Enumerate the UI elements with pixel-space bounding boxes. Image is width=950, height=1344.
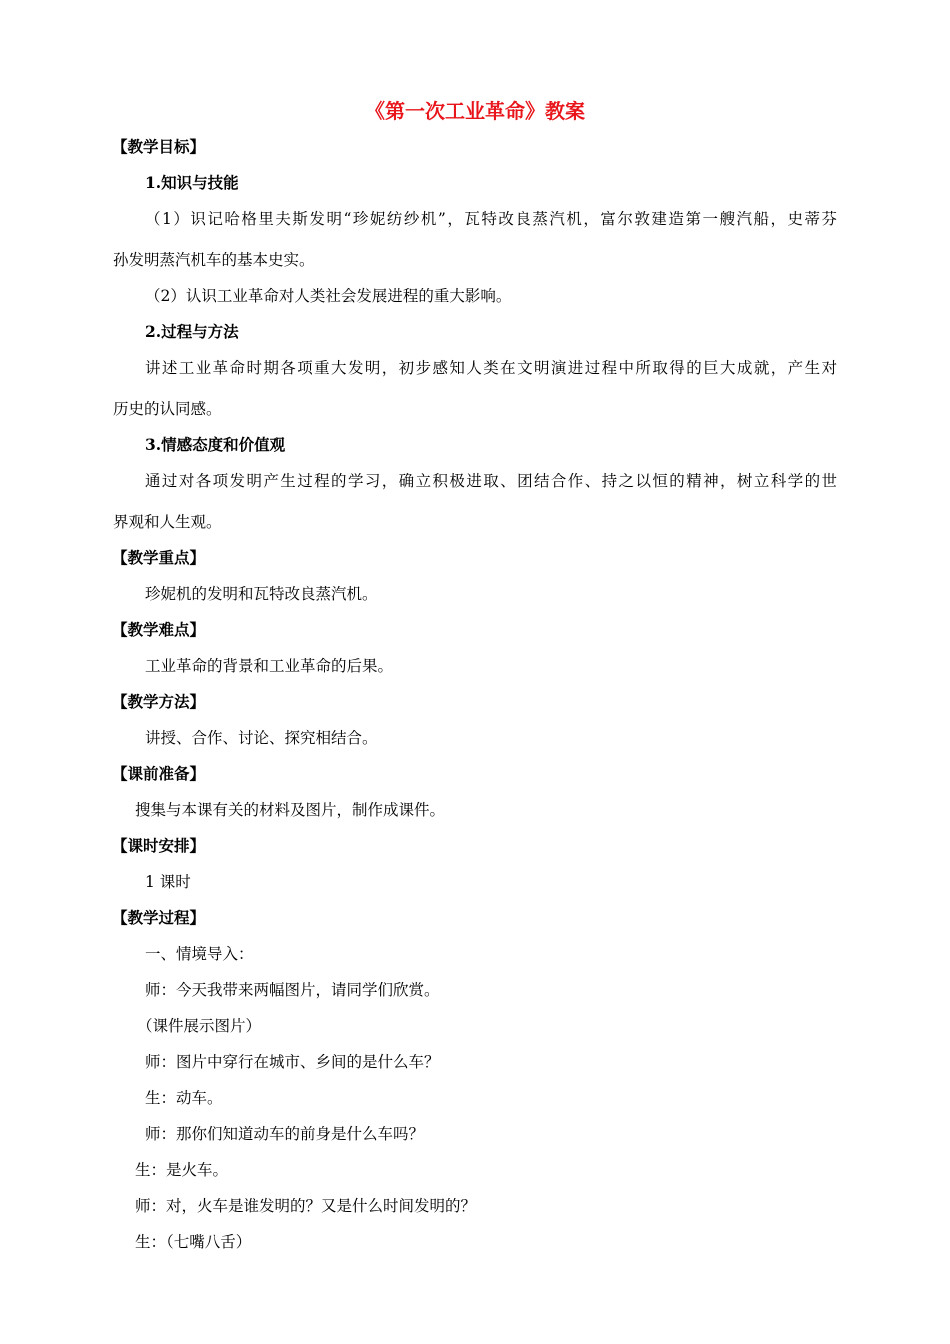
paragraph-line: 通过对各项发明产生过程的学习，确立积极进取、团结合作、持之以恒的精神，树立科学的世 <box>145 472 837 490</box>
dialogue-line: 生：（七嘴八舌） <box>135 1233 252 1251</box>
paragraph-line: 孙发明蒸汽机车的基本史实。 <box>113 251 315 269</box>
paragraph-line: 讲授、合作、讨论、探究相结合。 <box>145 729 378 747</box>
heading-teaching-goals: 【教学目标】 <box>112 137 206 156</box>
paragraph-line: 界观和人生观。 <box>113 513 222 531</box>
heading-teaching-process: 【教学过程】 <box>112 908 206 927</box>
heading-difficulties: 【教学难点】 <box>112 620 206 639</box>
heading-methods: 【教学方法】 <box>112 692 206 711</box>
paragraph-line: （2）认识工业革命对人类社会发展进程的重大影响。 <box>145 287 512 305</box>
dialogue-line: 师：今天我带来两幅图片，请同学们欣赏。 <box>145 981 440 999</box>
dialogue-line: 师：对，火车是谁发明的？又是什么时间发明的？ <box>135 1197 477 1215</box>
heading-key-points: 【教学重点】 <box>112 548 206 567</box>
paragraph-line: 工业革命的背景和工业革命的后果。 <box>145 657 394 675</box>
subheading-process-methods: 2.过程与方法 <box>145 322 239 341</box>
paragraph-line: 1 课时 <box>145 873 191 891</box>
dialogue-line: （课件展示图片） <box>137 1017 262 1035</box>
section-intro: 一、情境导入： <box>145 945 254 963</box>
dialogue-line: 师：图片中穿行在城市、乡间的是什么车？ <box>145 1053 440 1071</box>
paragraph-line: 历史的认同感。 <box>113 400 222 418</box>
dialogue-line: 生：是火车。 <box>135 1161 229 1179</box>
dialogue-line: 生：动车。 <box>145 1089 223 1107</box>
paragraph-line: 讲述工业革命时期各项重大发明，初步感知人类在文明演进过程中所取得的巨大成就，产生对 <box>145 359 837 377</box>
subheading-knowledge-skills: 1.知识与技能 <box>145 173 239 192</box>
paragraph-line: 搜集与本课有关的材料及图片，制作成课件。 <box>135 801 446 819</box>
document-title: 《第一次工业革命》教案 <box>365 99 585 123</box>
heading-schedule: 【课时安排】 <box>112 836 206 855</box>
subheading-attitudes-values: 3.情感态度和价值观 <box>145 435 286 454</box>
dialogue-line: 师：那你们知道动车的前身是什么车吗？ <box>145 1125 425 1143</box>
paragraph-line: 珍妮机的发明和瓦特改良蒸汽机。 <box>145 585 378 603</box>
heading-preparation: 【课前准备】 <box>112 764 206 783</box>
paragraph-line: （1）识记哈格里夫斯发明“珍妮纺纱机”，瓦特改良蒸汽机，富尔敦建造第一艘汽船，史蒂芬 <box>145 210 837 228</box>
